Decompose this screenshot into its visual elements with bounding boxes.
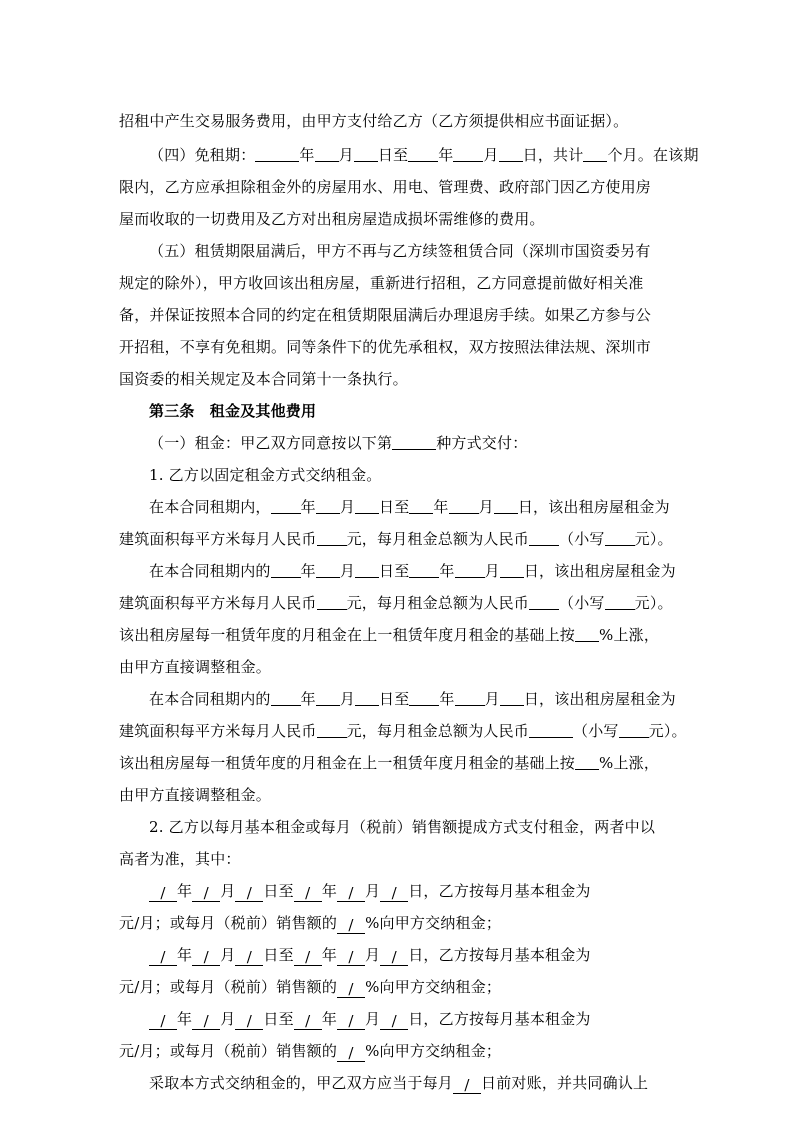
text-line: 元/月；或每月（税前）销售额的 / %向甲方交纳租金； xyxy=(119,1042,502,1062)
text-line: 由甲方直接调整租金。 xyxy=(119,658,272,676)
text-line: 该出租房屋每一租赁年度的月租金在上一租赁年度月租金的基础上按 %上涨， xyxy=(119,754,660,772)
text-line: 1. 乙方以固定租金方式交纳租金。 xyxy=(149,466,382,484)
text-line: 2. 乙方以每月基本租金或每月（税前）销售额提成方式支付租金，两者中以 xyxy=(149,818,656,836)
text-line: 元/月；或每月（税前）销售额的 / %向甲方交纳租金； xyxy=(119,978,502,998)
text-line: （四）免租期： 年 月 日至 年 月 日，共计 个月。在该期 xyxy=(149,146,699,164)
text-line: 屋而收取的一切费用及乙方对出租房屋造成损坏需维修的费用。 xyxy=(119,210,545,228)
text-line: / 年 / 月 / 日至 / 年 / 月 / 日，乙方按每月基本租金为 xyxy=(149,1009,591,1030)
text-line: 采取本方式交纳租金的，甲乙双方应当于每月 / 日前对账，并共同确认上 xyxy=(149,1074,649,1094)
text-line: 高者为准，其中： xyxy=(119,850,241,868)
text-line: 在本合同租期内的 年 月 日至 年 月 日，该出租房屋租金为 xyxy=(149,690,676,708)
text-line: 招租中产生交易服务费用，由甲方支付给乙方（乙方须提供相应书面证据）。 xyxy=(119,112,629,130)
text-line: 在本合同租期内的 年 月 日至 年 月 日，该出租房屋租金为 xyxy=(149,562,676,580)
text-line: 该出租房屋每一租赁年度的月租金在上一租赁年度月租金的基础上按 %上涨， xyxy=(119,626,660,644)
text-line: 限内，乙方应承担除租金外的房屋用水、用电、管理费、政府部门因乙方使用房 xyxy=(119,178,652,196)
text-line: 规定的除外），甲方收回该出租房屋，重新进行招租，乙方同意提前做好相关准 xyxy=(119,274,644,292)
section-heading: 第三条 租金及其他费用 xyxy=(149,402,317,420)
text-line: 元/月；或每月（税前）销售额的 / %向甲方交纳租金； xyxy=(119,914,502,934)
text-line: / 年 / 月 / 日至 / 年 / 月 / 日，乙方按每月基本租金为 xyxy=(149,881,591,902)
text-line: （五）租赁期限届满后，甲方不再与乙方续签租赁合同（深圳市国资委另有 xyxy=(149,242,651,260)
text-line: 建筑面积每平方米每月人民币 元，每月租金总额为人民币 （小写 元）。 xyxy=(119,722,687,740)
text-line: 备，并保证按照本合同的约定在租赁期限届满后办理退房手续。如果乙方参与公 xyxy=(119,306,652,324)
text-line: 建筑面积每平方米每月人民币 元，每月租金总额为人民币 （小写 元）。 xyxy=(119,594,673,612)
text-line: / 年 / 月 / 日至 / 年 / 月 / 日，乙方按每月基本租金为 xyxy=(149,945,591,966)
text-line: 在本合同租期内， 年 月 日至 年 月 日，该出租房屋租金为 xyxy=(149,498,670,516)
text-line: 国资委的相关规定及本合同第十一条执行。 xyxy=(119,370,408,388)
text-line: 开招租，不享有免租期。同等条件下的优先承租权，双方按照法律法规、深圳市 xyxy=(119,338,652,356)
text-line: 由甲方直接调整租金。 xyxy=(119,786,272,804)
text-line: 建筑面积每平方米每月人民币 元，每月租金总额为人民币 （小写 元）。 xyxy=(119,530,673,548)
text-line: （一）租金：甲乙双方同意按以下第 种方式交付： xyxy=(149,434,528,452)
